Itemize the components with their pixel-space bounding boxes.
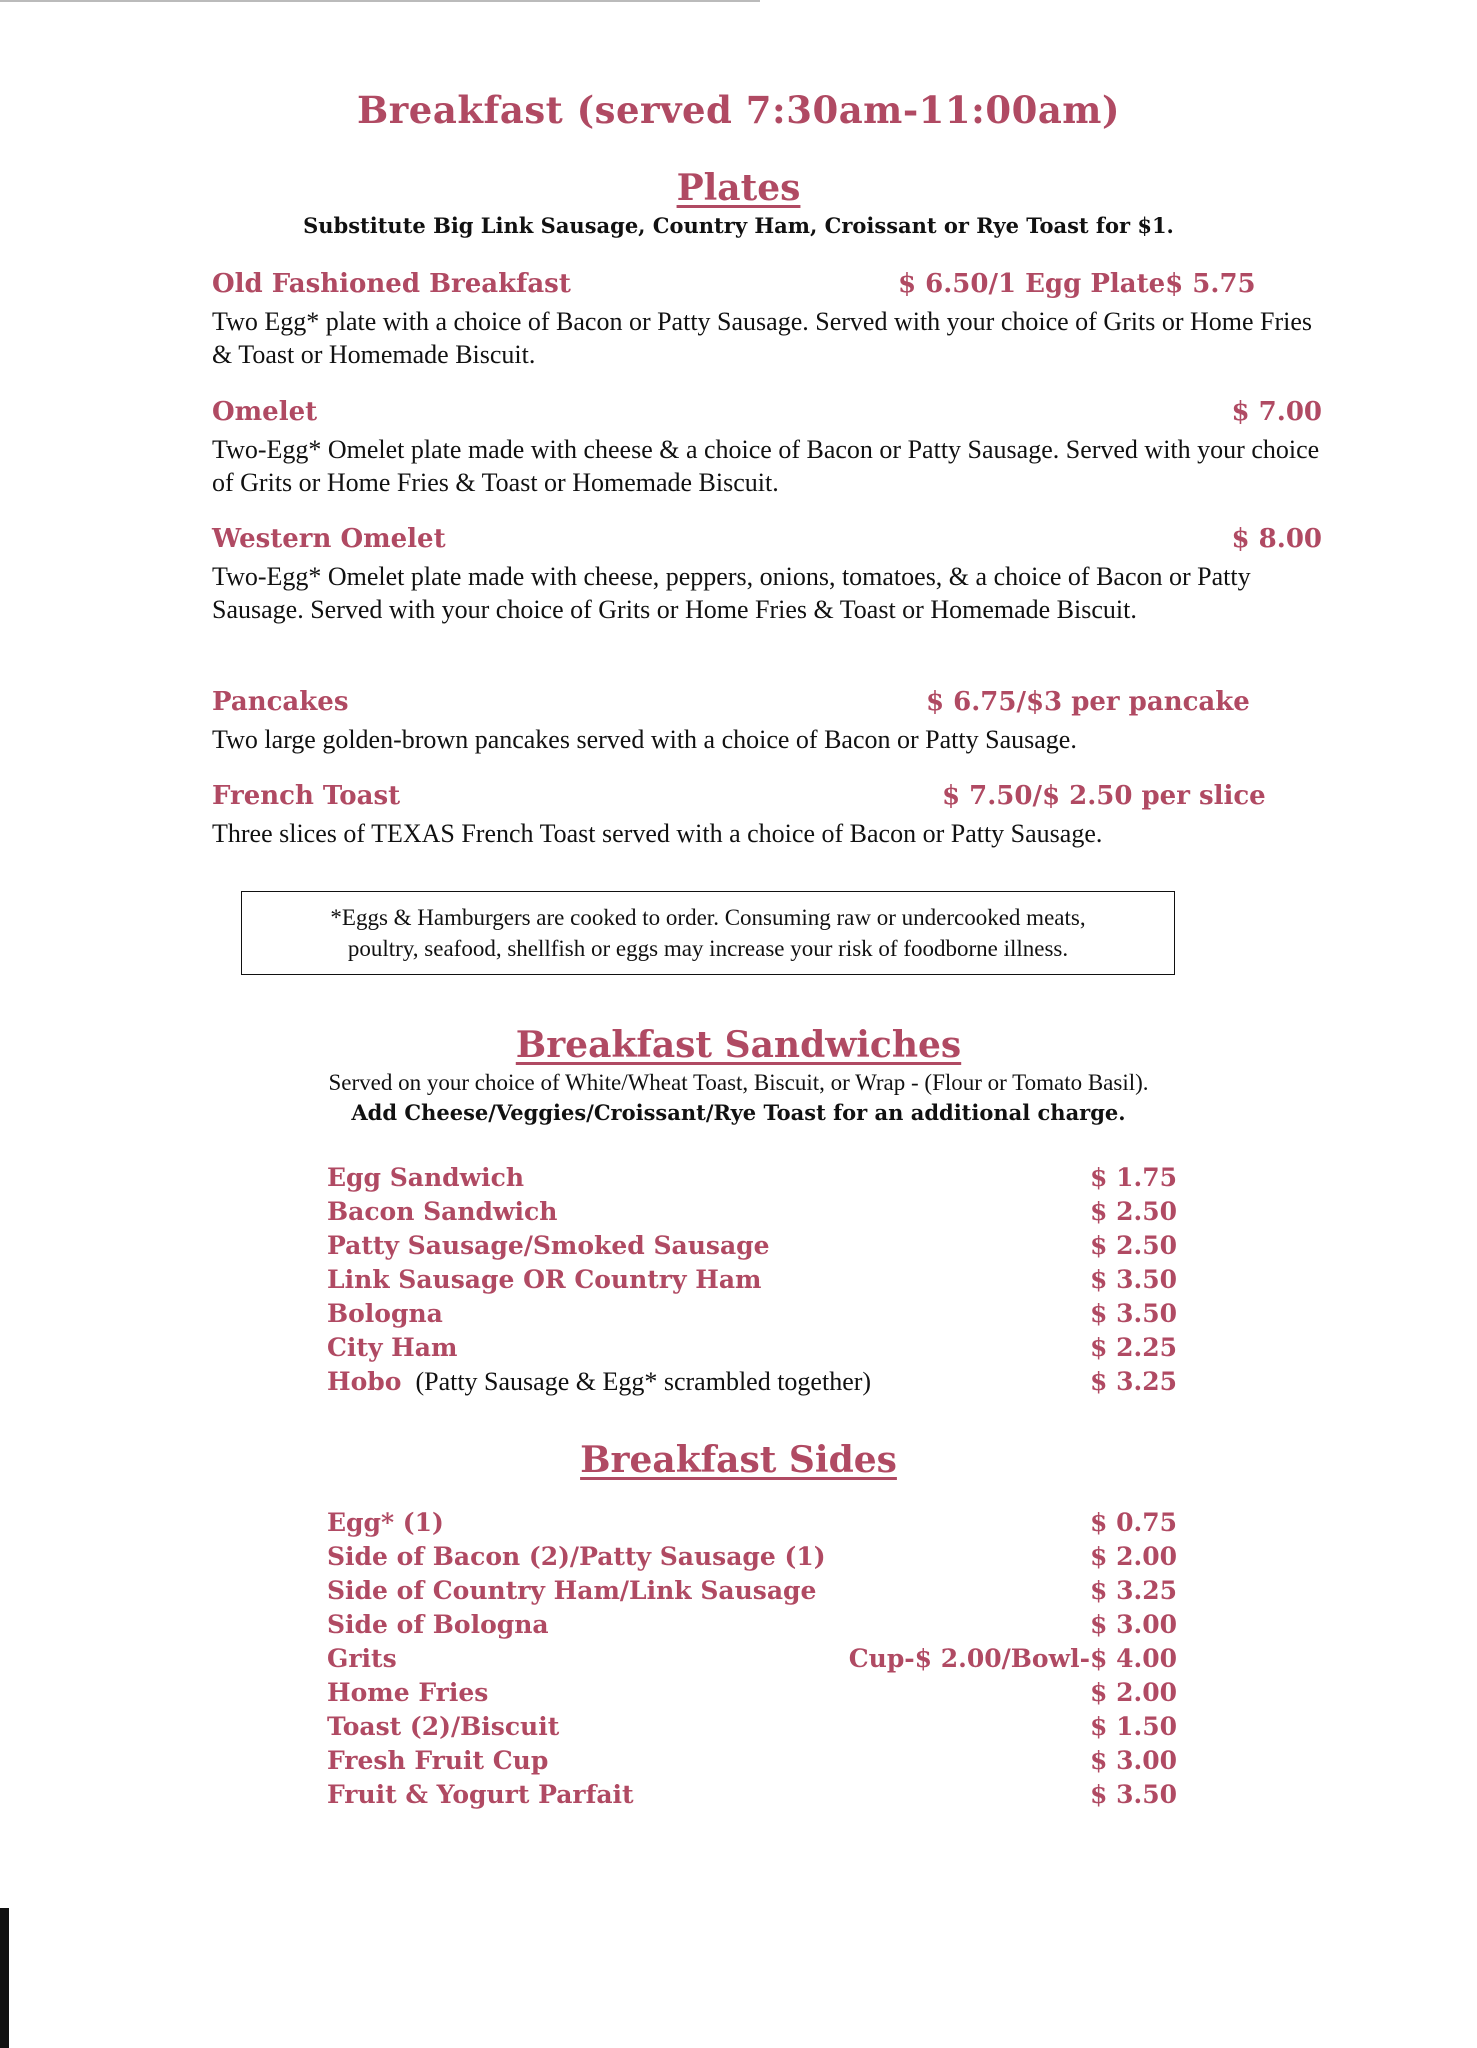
list-item: [327, 1508, 1177, 1542]
item-name: Hobo (Patty Sausage & Egg* scrambled together): [327, 1367, 872, 1396]
item-name: Grits: [327, 1644, 397, 1673]
list-item: [327, 1197, 1177, 1231]
plate-item-name: Pancakes: [212, 687, 349, 717]
list-item: [327, 1542, 1177, 1576]
item-price: $ 3.50: [1090, 1265, 1177, 1294]
item-price: Cup-$ 2.00/Bowl-$ 4.00: [848, 1644, 1177, 1673]
item-name: Side of Bologna: [327, 1610, 549, 1639]
plate-item: [212, 269, 1322, 371]
item-price: $ 3.25: [1090, 1367, 1177, 1396]
sides-heading: Breakfast Sides: [580, 1439, 897, 1481]
list-item: [327, 1367, 1177, 1401]
plate-item-header: [212, 269, 1322, 305]
item-price: $ 3.25: [1090, 1576, 1177, 1605]
item-name: Fresh Fruit Cup: [327, 1746, 549, 1775]
list-item: [327, 1678, 1177, 1712]
plate-item-description: Three slices of TEXAS French Toast served with a choice of Bacon or Patty Sausage.: [212, 819, 1103, 848]
item-name: Bacon Sandwich: [327, 1197, 558, 1226]
item-price: $ 2.50: [1090, 1197, 1177, 1226]
item-name: Toast (2)/Biscuit: [327, 1712, 560, 1741]
plate-item-description: Two large golden-brown pancakes served with a choice of Bacon or Patty Sausage.: [212, 725, 1077, 754]
plate-item-name: French Toast: [212, 781, 401, 811]
plate-item: [212, 524, 1322, 626]
item-name: Egg* (1): [327, 1508, 444, 1537]
list-item: [327, 1576, 1177, 1610]
list-item: [327, 1299, 1177, 1333]
item-price: $ 0.75: [1090, 1508, 1177, 1537]
plate-item-description: Two Egg* plate with a choice of Bacon or Patty Sausage. Served with your choice of Grits or Home Fries & Toast or Homemade Biscuit.: [212, 307, 1313, 369]
item-name: Link Sausage OR Country Ham: [327, 1265, 762, 1294]
item-price: $ 1.50: [1090, 1712, 1177, 1741]
plate-item-price: $ 7.00: [1231, 397, 1322, 427]
plate-item-header: [212, 687, 1322, 723]
item-price: $ 1.75: [1090, 1163, 1177, 1192]
item-name: City Ham: [327, 1333, 458, 1362]
item-name: Egg Sandwich: [327, 1163, 525, 1192]
item-extra-description: (Patty Sausage & Egg* scrambled together): [415, 1367, 872, 1396]
plate-item-name: Old Fashioned Breakfast: [212, 269, 571, 299]
plate-item-name: Omelet: [212, 397, 318, 427]
item-price: $ 3.00: [1090, 1610, 1177, 1639]
item-name: Side of Bacon (2)/Patty Sausage (1): [327, 1542, 826, 1571]
plate-item-price: $ 6.50/1 Egg Plate$ 5.75: [898, 269, 1256, 299]
list-item: [327, 1333, 1177, 1367]
item-price: $ 2.25: [1090, 1333, 1177, 1362]
sandwich-list: [327, 1163, 1177, 1401]
notice-line: *Eggs & Hamburgers are cooked to order. Consuming raw or undercooked meats,: [330, 905, 1086, 930]
plate-item-header: [212, 397, 1322, 433]
list-item: [327, 1231, 1177, 1265]
list-item: [327, 1163, 1177, 1197]
plate-item: [212, 781, 1322, 850]
plate-item: [212, 397, 1322, 499]
item-name: Patty Sausage/Smoked Sausage: [327, 1231, 770, 1260]
plate-item-price: $ 6.75/$3 per pancake: [926, 687, 1250, 717]
plate-item-price: $ 8.00: [1231, 524, 1322, 554]
item-name: Home Fries: [327, 1678, 489, 1707]
food-safety-notice: [241, 891, 1175, 975]
item-name: Side of Country Ham/Link Sausage: [327, 1576, 817, 1605]
sandwich-bread-note: Served on your choice of White/Wheat Toast, Biscuit, or Wrap - (Flour or Tomato Basil).: [328, 1070, 1149, 1095]
sandwich-addon-note: Add Cheese/Veggies/Croissant/Rye Toast for an additional charge.: [351, 1100, 1126, 1125]
sandwiches-heading: Breakfast Sandwiches: [515, 1024, 962, 1066]
item-name: Fruit & Yogurt Parfait: [327, 1780, 634, 1809]
plate-item-header: [212, 524, 1322, 560]
plate-item-description: Two-Egg* Omelet plate made with cheese & a choice of Bacon or Patty Sausage. Served with your choice of Grits or Home Fries & Toast or Homemade Biscuit.: [212, 435, 1320, 497]
plate-item-header: [212, 781, 1322, 817]
item-price: $ 3.00: [1090, 1746, 1177, 1775]
plate-item-price: $ 7.50/$ 2.50 per slice: [942, 781, 1266, 811]
item-name: Bologna: [327, 1299, 443, 1328]
list-item: [327, 1644, 1177, 1678]
item-price: $ 3.50: [1090, 1780, 1177, 1809]
plate-item-name: Western Omelet: [212, 524, 446, 554]
list-item: [327, 1780, 1177, 1814]
list-item: [327, 1610, 1177, 1644]
item-price: $ 3.50: [1090, 1299, 1177, 1328]
item-price: $ 2.00: [1090, 1678, 1177, 1707]
page-title: Breakfast (served 7:30am-11:00am): [357, 88, 1120, 132]
plate-item: [212, 687, 1322, 756]
scan-top-edge: [0, 0, 760, 2]
list-item: [327, 1712, 1177, 1746]
item-price: $ 2.50: [1090, 1231, 1177, 1260]
list-item: [327, 1746, 1177, 1780]
plate-item-description: Two-Egg* Omelet plate made with cheese, peppers, onions, tomatoes, & a choice of Bacon or Patty Sausage. Served with your choice of Grits or Home Fries & Toast or Homemade Biscuit.: [212, 562, 1251, 624]
plates-heading: Plates: [676, 167, 801, 209]
notice-line: poultry, seafood, shellfish or eggs may increase your risk of foodborne illness.: [347, 936, 1069, 961]
list-item: [327, 1265, 1177, 1299]
sides-list: [327, 1508, 1177, 1814]
plates-substitution-note: Substitute Big Link Sausage, Country Ham, Croissant or Rye Toast for $1.: [303, 213, 1174, 238]
item-price: $ 2.00: [1090, 1542, 1177, 1571]
scan-edge-mark: [0, 1908, 9, 2048]
